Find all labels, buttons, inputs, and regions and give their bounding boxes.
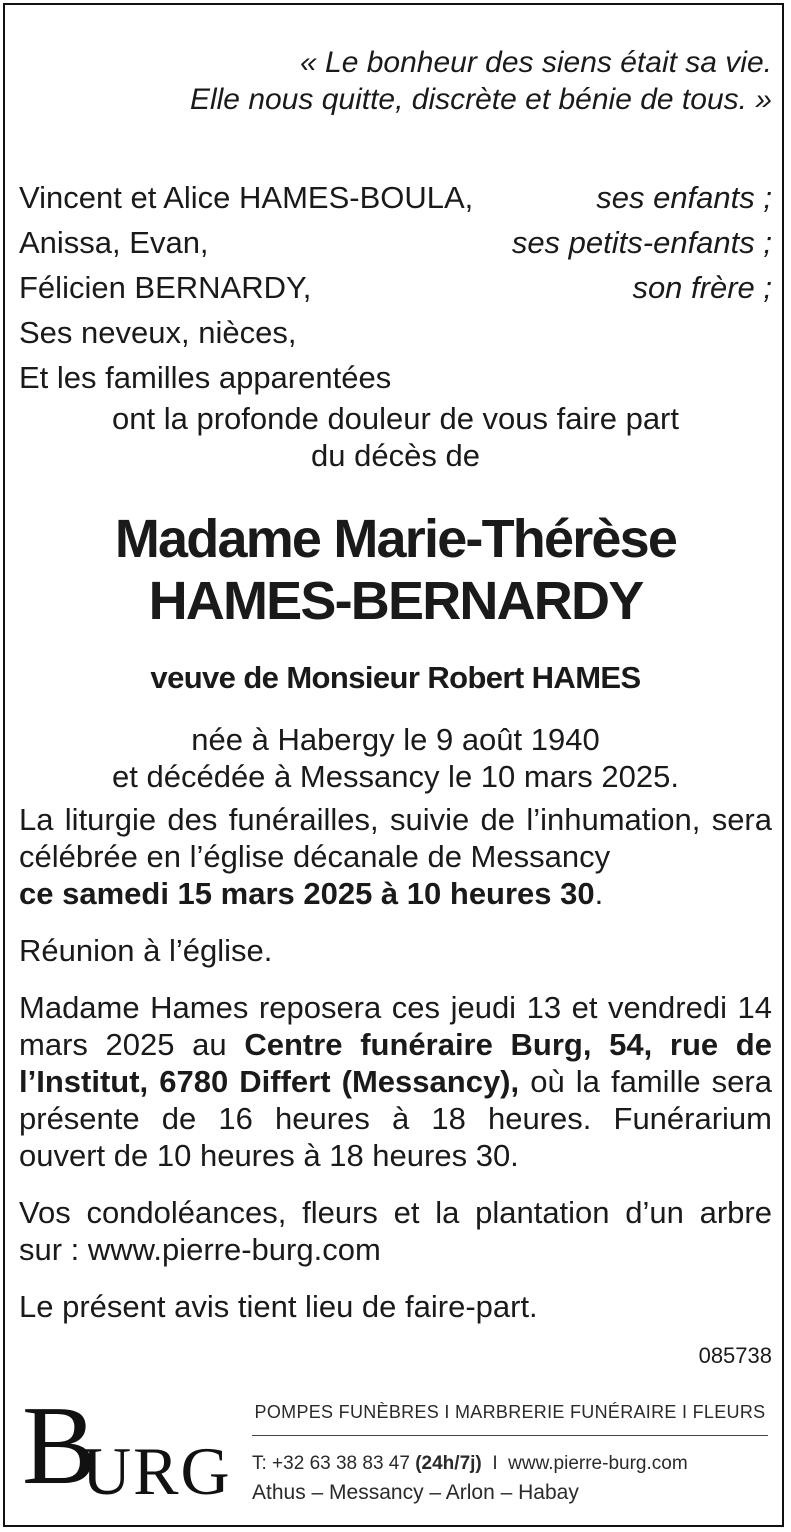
- family-row: [19, 310, 772, 355]
- towns-line: Athus – Messancy – Arlon – Habay: [252, 1481, 579, 1504]
- visitation-text-1: Madame Hames reposera ces jeudi 13 et vendredi 14 mars 2025 au: [19, 990, 772, 1062]
- family-row: [19, 355, 772, 400]
- visitation-text-2: où la famille sera présente de 16 heures à 18 heures. Funérarium ouvert de 10 heures à 18 heures 30.: [19, 1064, 772, 1173]
- liturgy-text: La liturgie des funérailles, suivie de l’inhumation, sera célébrée en l’église décanale de Messancy: [19, 802, 772, 874]
- liturgy-datetime: ce samedi 15 mars 2025 à 10 heures 30: [19, 876, 595, 911]
- announce-line-1: ont la profonde douleur de vous faire part: [112, 401, 679, 436]
- family-row: [19, 265, 772, 310]
- birth-line: née à Habergy le 9 août 1940: [191, 722, 600, 757]
- death-line: et décédée à Messancy le 10 mars 2025.: [112, 759, 679, 794]
- quote-line-2: Elle nous quitte, discrète et bénie de tous. »: [189, 83, 772, 116]
- deceased-name-line-1: Madame Marie-Thérèse: [114, 509, 677, 569]
- deceased-name: [19, 508, 772, 632]
- notice-paragraph: Le présent avis tient lieu de faire-part.: [19, 1289, 538, 1324]
- liturgy-paragraph: [19, 801, 772, 912]
- family-name: Félicien BERNARDY,: [19, 270, 312, 305]
- quote-line-1: « Le bonheur des siens était sa vie.: [300, 46, 772, 79]
- family-list: [19, 175, 772, 400]
- contact-line: [252, 1450, 768, 1478]
- liturgy-end: .: [594, 876, 604, 911]
- widow-of: veuve de Monsieur Robert HAMES: [150, 660, 641, 695]
- condolences-paragraph: Vos condoléances, fleurs et la plantation d’un arbre sur : www.pierre-burg.com: [19, 1195, 772, 1267]
- epigraph-quote: [19, 44, 772, 118]
- logo-letters-urg: URG: [82, 1433, 232, 1509]
- reunion-paragraph: Réunion à l’église.: [19, 933, 273, 968]
- services-line: POMPES FUNÈBRES I MARBRERIE FUNÉRAIRE I FLEURS: [254, 1402, 766, 1422]
- announcement: [19, 400, 772, 474]
- reference-number: 085738: [698, 1343, 772, 1368]
- footer-divider: [252, 1435, 768, 1436]
- visitation-paragraph: [19, 989, 772, 1174]
- deceased-name-line-2: HAMES-BERNARDY: [148, 571, 643, 631]
- family-name: Ses neveux, nièces,: [19, 315, 297, 350]
- obituary-content: [19, 0, 772, 1369]
- birth-death-dates: [19, 721, 772, 795]
- visitation-location: Centre funéraire Burg, 54, rue de l’Institut, 6780 Differt (Messancy),: [19, 1027, 772, 1099]
- family-name: Vincent et Alice HAMES-BOULA,: [19, 180, 474, 215]
- family-relation: ses enfants ;: [596, 180, 772, 215]
- phone-number: T: +32 63 38 83 47: [252, 1453, 410, 1474]
- family-name: Et les familles apparentées: [19, 360, 392, 395]
- family-relation: son frère ;: [632, 270, 772, 305]
- contact-separator: I: [492, 1453, 498, 1474]
- family-row: [19, 175, 772, 220]
- phone-hours: (24h/7j): [415, 1453, 482, 1474]
- family-name: Anissa, Evan,: [19, 225, 209, 260]
- logo-letter-b: B: [22, 1384, 97, 1508]
- family-relation: ses petits-enfants ;: [511, 225, 772, 260]
- family-row: [19, 220, 772, 265]
- burg-logo: [22, 1384, 232, 1509]
- website-link: www.pierre-burg.com: [508, 1453, 688, 1474]
- funeral-home-info: [252, 1402, 768, 1508]
- announce-line-2: du décès de: [311, 438, 480, 473]
